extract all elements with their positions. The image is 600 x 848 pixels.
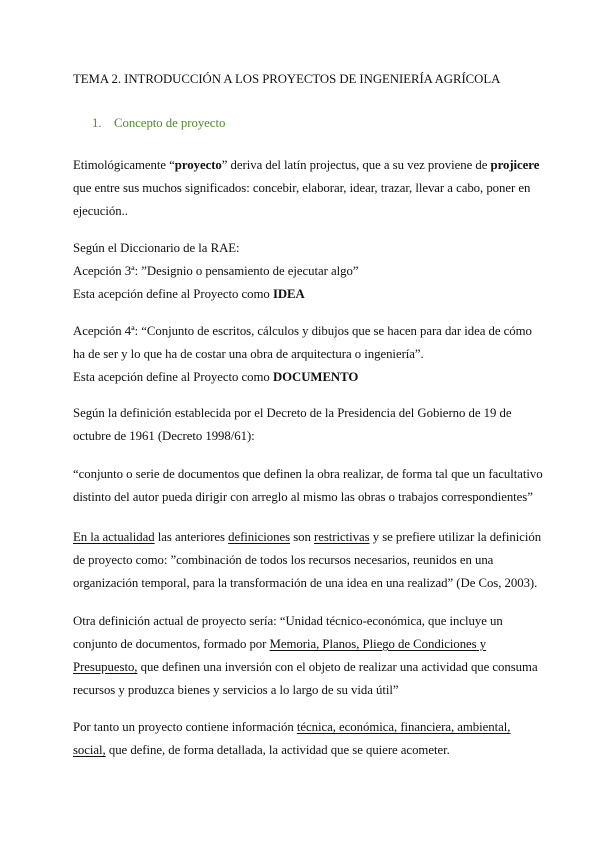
- conclusion-paragraph: [73, 716, 543, 762]
- text: Acepción 4ª: “Conjunto de escritos, cálculos y dibujos que se hacen para dar idea de cómo ha de ser y lo que ha de costar una obra de arquitectura o ingeniería”.: [73, 324, 532, 361]
- etymology-paragraph: [73, 154, 543, 223]
- actualidad-paragraph: [73, 526, 543, 595]
- text: que define, de forma detallada, la actividad que se quiere acometer.: [105, 743, 450, 757]
- decreto-quote: “conjunto o serie de documentos que definen la obra realizar, de forma tal que un facultativo distinto del autor pueda dirigir con arreglo al mismo las obras o trabajos correspondientes”: [73, 467, 543, 504]
- decreto-paragraph: Según la definición establecida por el Decreto de la Presidencia del Gobierno de 19 de octubre de 1961 (Decreto 1998/61):: [73, 406, 512, 443]
- text: ” deriva del latín projectus, que a su vez proviene de: [221, 158, 491, 172]
- rae-line: Según el Diccionario de la RAE:: [73, 241, 240, 255]
- text: Etimológicamente “: [73, 158, 175, 172]
- section-label: Concepto de proyecto: [114, 116, 226, 130]
- underlined-text: definiciones: [228, 530, 291, 544]
- text: Esta acepción define al Proyecto como: [73, 370, 273, 384]
- text: Por tanto un proyecto contiene información: [73, 720, 297, 734]
- rae-paragraph: [73, 237, 543, 306]
- bold-term: IDEA: [272, 287, 305, 301]
- underlined-text: En la actualidad: [73, 530, 155, 544]
- section-number: 1.: [92, 116, 102, 130]
- text: y se prefiere utilizar la definición de proyecto como: ”combinación de todos los recursos necesarios, reunidos en una organización temporal, para la transformación de una idea en una realizad” (De Cos, 2003).: [73, 530, 542, 590]
- text: las anteriores: [154, 530, 229, 544]
- text: que entre sus muchos significados: concebir, elaborar, idear, trazar, llevar a cabo, poner en ejecución..: [73, 181, 531, 218]
- bold-term: DOCUMENTO: [272, 370, 359, 384]
- page-title: TEMA 2. INTRODUCCIÓN A LOS PROYECTOS DE INGENIERÍA AGRÍCOLA: [73, 72, 501, 86]
- text: son: [290, 530, 314, 544]
- underlined-text: Memoria, Planos, Pliego de Condiciones y Presupuesto,: [73, 637, 487, 674]
- acepcion4-paragraph: [73, 320, 543, 389]
- text: Otra definición actual de proyecto sería: “Unidad técnico-económica, que incluye un conjunto de documentos, formado por: [73, 614, 503, 651]
- otra-definicion-paragraph: [73, 610, 543, 702]
- underlined-text: restrictivas: [314, 530, 370, 544]
- text: que definen una inversión con el objeto de realizar una actividad que consuma recursos y produzca bienes y servicios a lo largo de su vida útil”: [73, 660, 538, 697]
- bold-term: proyecto: [174, 158, 222, 172]
- rae-line: Acepción 3ª: ”Designio o pensamiento de ejecutar algo”: [73, 264, 359, 278]
- section-heading: [92, 112, 562, 135]
- bold-term: projicere: [490, 158, 540, 172]
- underlined-text: técnica, económica, financiera, ambiental, social,: [73, 720, 511, 757]
- rae-line: Esta acepción define al Proyecto como: [73, 287, 273, 301]
